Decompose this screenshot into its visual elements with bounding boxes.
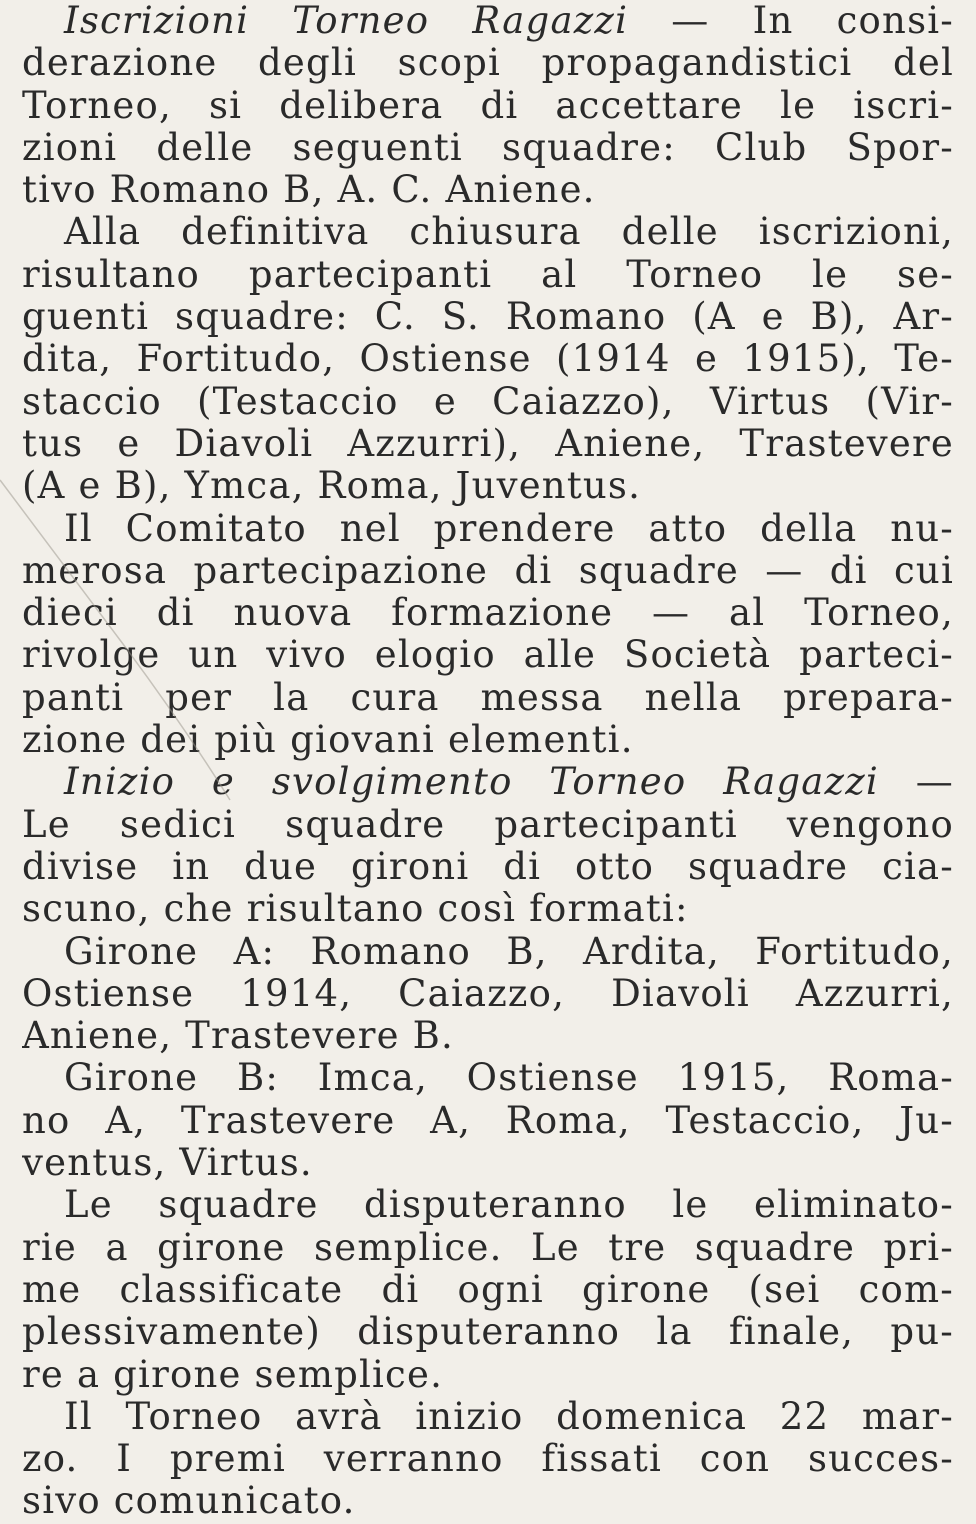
- text-run: rie a girone semplice. Le tre squadre pri-: [22, 1226, 954, 1269]
- text-run: staccio (Testaccio e Caiazzo), Virtus (Vir-: [22, 380, 954, 423]
- text-run: dieci di nuova formazione — al Torneo,: [22, 592, 954, 635]
- text-line: [22, 1480, 954, 1522]
- text-run: tivo Romano B, A. C. Aniene.: [22, 169, 596, 212]
- text-line: [22, 1269, 954, 1311]
- text-line: [22, 42, 954, 84]
- text-run: ventus, Virtus.: [22, 1142, 313, 1185]
- text-line: [22, 1438, 954, 1480]
- text-line: [22, 0, 954, 42]
- text-run: me classificate di ogni girone (sei com-: [22, 1268, 954, 1311]
- text-run: Girone A: Romano B, Ardita, Fortitudo,: [64, 930, 954, 973]
- text-run: tus e Diavoli Azzurri), Aniene, Trastevere: [22, 422, 954, 465]
- text-run: Girone B: Imca, Ostiense 1915, Roma-: [64, 1057, 954, 1100]
- text-run: risultano partecipanti al Torneo le se-: [22, 253, 954, 296]
- text-line: [22, 1311, 954, 1353]
- text-line: [22, 508, 954, 550]
- text-run: divise in due gironi di otto squadre cia-: [22, 845, 954, 888]
- text-line: [22, 1015, 954, 1057]
- text-run: dita, Fortitudo, Ostiense (1914 e 1915), Te-: [22, 338, 954, 381]
- text-line: [22, 338, 954, 380]
- text-line: [22, 550, 954, 592]
- text-line: [22, 846, 954, 888]
- text-line: [22, 1396, 954, 1438]
- text-run: re a girone semplice.: [22, 1353, 444, 1396]
- text-line: [22, 1100, 954, 1142]
- text-line: [22, 254, 954, 296]
- italic-heading: Iscrizioni Torneo Ragazzi: [64, 0, 629, 42]
- text-run: plessivamente) disputeranno la finale, pu-: [22, 1311, 954, 1354]
- text-line: [22, 296, 954, 338]
- italic-heading: Inizio e svolgimento Torneo Ragazzi: [64, 761, 879, 804]
- text-run: — In consi-: [628, 0, 954, 42]
- text-run: zione dei più giovani elementi.: [22, 719, 634, 762]
- text-line: [22, 423, 954, 465]
- text-run: Il Torneo avrà inizio domenica 22 mar-: [64, 1395, 954, 1438]
- text-line: [22, 211, 954, 253]
- text-run: merosa partecipazione di squadre — di cui: [22, 549, 954, 592]
- text-line: [22, 677, 954, 719]
- text-run: Il Comitato nel prendere atto della nu-: [64, 507, 954, 550]
- text-line: [22, 804, 954, 846]
- text-run: Aniene, Trastevere B.: [22, 1015, 455, 1058]
- text-line: [22, 719, 954, 761]
- newspaper-column: [22, 0, 954, 1523]
- text-line: [22, 634, 954, 676]
- text-run: zioni delle seguenti squadre: Club Spor-: [22, 126, 954, 169]
- text-run: Alla definitiva chiusura delle iscrizioni,: [64, 211, 954, 254]
- text-line: [22, 1184, 954, 1226]
- text-run: guenti squadre: C. S. Romano (A e B), Ar-: [22, 296, 954, 339]
- text-line: [22, 169, 954, 211]
- text-line: [22, 381, 954, 423]
- text-line: [22, 931, 954, 973]
- text-run: Torneo, si delibera di accettare le iscri-: [22, 84, 954, 127]
- text-run: Ostiense 1914, Caiazzo, Diavoli Azzurri,: [22, 972, 954, 1015]
- text-run: Le sedici squadre partecipanti vengono: [22, 803, 954, 846]
- text-line: [22, 1227, 954, 1269]
- text-run: derazione degli scopi propagandistici del: [22, 42, 954, 85]
- text-run: no A, Trastevere A, Roma, Testaccio, Ju-: [22, 1099, 954, 1142]
- text-line: [22, 973, 954, 1015]
- text-line: [22, 761, 954, 803]
- text-line: [22, 888, 954, 930]
- text-line: [22, 1142, 954, 1184]
- text-line: [22, 592, 954, 634]
- text-run: scuno, che risultano così formati:: [22, 888, 689, 931]
- text-run: zo. I premi verranno fissati con succes-: [22, 1438, 954, 1481]
- text-run: Le squadre disputeranno le eliminato-: [64, 1184, 954, 1227]
- text-run: panti per la cura messa nella prepara-: [22, 676, 954, 719]
- text-line: [22, 85, 954, 127]
- text-run: —: [878, 761, 954, 804]
- text-line: [22, 127, 954, 169]
- text-run: sivo comunicato.: [22, 1480, 356, 1523]
- text-line: [22, 1057, 954, 1099]
- text-line: [22, 1354, 954, 1396]
- text-line: [22, 465, 954, 507]
- text-run: (A e B), Ymca, Roma, Juventus.: [22, 465, 642, 508]
- text-run: rivolge un vivo elogio alle Società parteci-: [22, 634, 954, 677]
